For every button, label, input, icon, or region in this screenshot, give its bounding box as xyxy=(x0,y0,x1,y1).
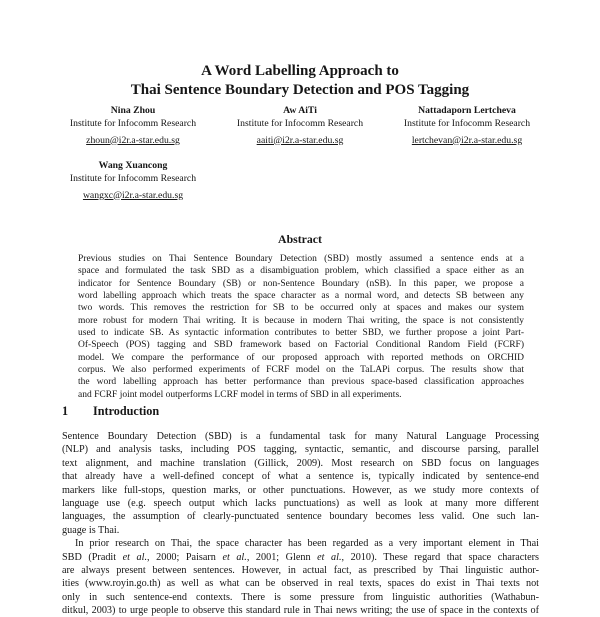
body-line: (NLP) and analysis tasks, including POS tagging, syntactic, semantic, and discourse parsing, parallel xyxy=(62,444,539,456)
text-run: , 2010). These regard that space characters xyxy=(341,551,540,563)
abstract-line: two words. This removes the restriction for SB to be occurred only at spaces and makes our system xyxy=(78,303,524,314)
abstract-heading: Abstract xyxy=(278,232,322,246)
author-email-link[interactable]: aaiti@i2r.a-star.edu.sg xyxy=(256,134,344,146)
body-line-with-citations xyxy=(62,551,539,564)
abstract-line: model. We compare the performance of our proposed approach with reported methods on ORCHID xyxy=(78,352,524,363)
section-title: Introduction xyxy=(93,404,160,418)
paper-title xyxy=(0,62,600,99)
paper-title-line2: Thai Sentence Boundary Detection and POS Tagging xyxy=(130,81,470,98)
author-email-link[interactable]: wangxc@i2r.a-star.edu.sg xyxy=(82,189,184,201)
author-block-wang-xuancong xyxy=(33,159,233,202)
paper-title-line1: A Word Labelling Approach to xyxy=(201,63,399,79)
body-line: languages, the assumption of clearly-punctuated sentence boundary becomes less valid. One such lan- xyxy=(62,511,539,523)
abstract-line: more robust for modern Thai writing. It is because in modern Thai writing, the space is not consistently xyxy=(78,315,524,326)
body-line: that already have a well-defined concept of what a sentence is, typically indicated by sentence-end xyxy=(62,471,539,483)
author-name: Wang Xuancong xyxy=(98,160,168,171)
body-line: guage is Thai. xyxy=(62,524,120,536)
author-affiliation: Institute for Infocomm Research xyxy=(69,118,197,129)
body-line: markers like full-stops, question marks, or other punctuations. However, as we study more contexts of xyxy=(62,484,539,496)
body-line: ities (www.royin.go.th) as well as what can be observed in real texts, spaces do exist in Thai texts not xyxy=(62,578,539,590)
abstract-line: word labelling approach which treats the space character as a normal word, and detects SB between any xyxy=(78,291,524,302)
author-email-link[interactable]: zhoun@i2r.a-star.edu.sg xyxy=(86,134,180,146)
abstract-line: corpus. We also performed experiments of FCRF model on the TaLAPi corpus. The results show that xyxy=(78,365,524,376)
author-affiliation: Institute for Infocomm Research xyxy=(403,118,531,129)
section-number: 1 xyxy=(62,404,69,418)
body-line: only in such sentence-end contexts. There is some pressure from linguistic authorities (Wathabun- xyxy=(62,591,539,603)
citation-etal: et al. xyxy=(122,551,148,563)
body-line-clipped: ditkul, 2003) to urge people to observe this standard rule in Thai news writing; the use of space in the contexts of xyxy=(62,605,539,617)
introduction-text xyxy=(62,430,539,617)
abstract-line: used to indicate SB. As syntactic information contributes to better SBD, we further propose a joint Part- xyxy=(78,328,524,339)
citation-etal: et al. xyxy=(222,551,247,563)
author-affiliation: Institute for Infocomm Research xyxy=(236,118,364,129)
author-block-nattadaporn-lertcheva xyxy=(367,104,567,147)
author-email-link[interactable]: lertchevan@i2r.a-star.edu.sg xyxy=(411,134,523,146)
citation-etal: et al. xyxy=(317,551,342,563)
author-name: Nina Zhou xyxy=(110,105,156,116)
body-line: language use (e.g. speech output which lacks punctuations) as well as look at many more different xyxy=(62,497,539,509)
author-affiliation: Institute for Infocomm Research xyxy=(69,173,197,184)
abstract-text xyxy=(78,253,524,401)
text-run: , 2000; Paisarn xyxy=(147,551,223,563)
body-line: are always present between sentences. However, in actual fact, as prescribed by Thai linguistic author- xyxy=(62,564,539,576)
body-line: text alignment, and machine translation (Gillick, 2009). Most research on SBD focus on languages xyxy=(62,457,539,469)
abstract-line: the word labelling approach has better performance than previous space-based classification approaches xyxy=(78,377,524,388)
abstract-line: and FCRF joint model outperforms LCRF model in terms of SBD in all experiments. xyxy=(78,389,402,400)
section-heading-introduction xyxy=(62,404,159,419)
body-line: In prior research on Thai, the space character has been regarded as a very important element in Thai xyxy=(75,538,539,550)
abstract-line: Previous studies on Thai Sentence Boundary Detection (SBD) mostly assumed a sentence ends at a xyxy=(78,254,524,264)
text-run: SBD (Pradit xyxy=(62,551,123,563)
abstract-line: Of-Speech (POS) tagging and SBD framework based on Factorial Conditional Random Field (FCRF) xyxy=(78,340,524,351)
abstract-line: indicator for Sentence Boundary (SB) or non-Sentence Boundary (nSB). In this paper, we propose a xyxy=(78,278,524,289)
text-run: , 2001; Glenn xyxy=(246,551,318,563)
author-name: Nattadaporn Lertcheva xyxy=(418,105,516,116)
abstract-line: space and formulated the task SBD as a disambiguation problem, which classified a space either as an xyxy=(78,266,524,277)
body-line: Sentence Boundary Detection (SBD) is a fundamental task for many Natural Language Processing xyxy=(62,431,539,442)
author-name: Aw AiTi xyxy=(283,105,317,116)
